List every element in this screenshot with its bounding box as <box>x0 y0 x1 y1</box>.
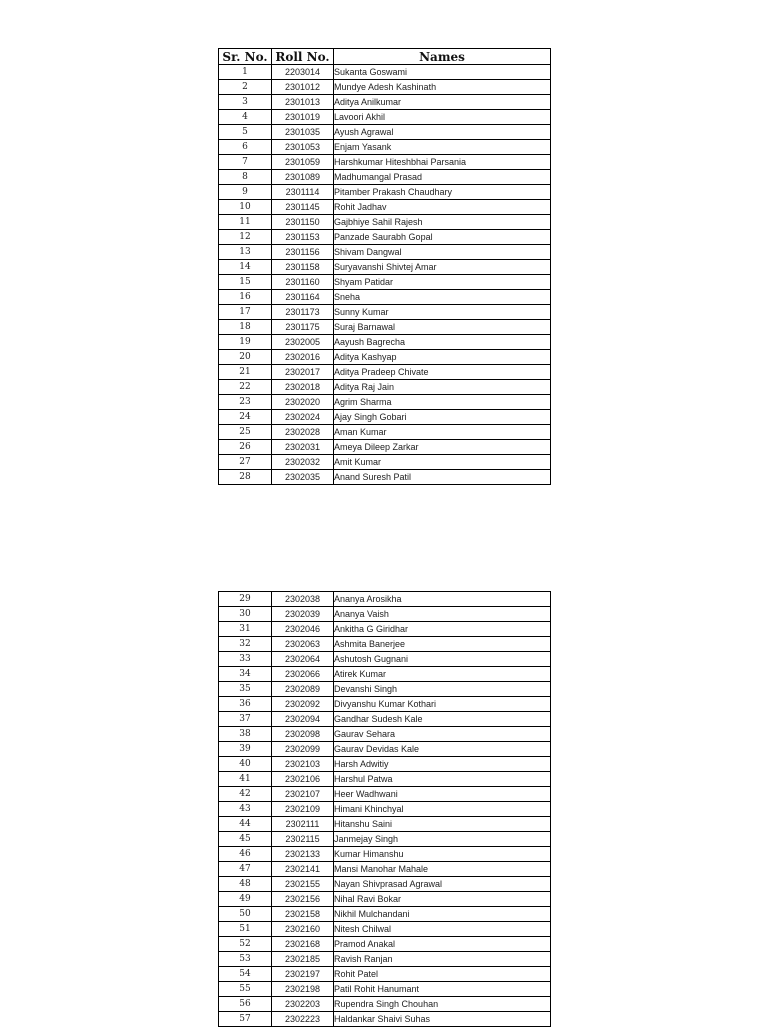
roll-no-header: Roll No. <box>272 49 334 65</box>
roll-no-cell: 2301019 <box>272 110 334 125</box>
roll-table-page-2 <box>218 591 551 1027</box>
sr-no-cell: 45 <box>219 832 272 847</box>
sr-no-cell: 56 <box>219 997 272 1012</box>
name-cell: Ankitha G Giridhar <box>334 622 551 637</box>
table-row <box>219 967 551 982</box>
table-row <box>219 772 551 787</box>
sr-no-cell: 22 <box>219 380 272 395</box>
table-row <box>219 652 551 667</box>
table-row <box>219 95 551 110</box>
table-row <box>219 155 551 170</box>
roll-no-cell: 2302099 <box>272 742 334 757</box>
table-row <box>219 185 551 200</box>
roll-no-cell: 2302039 <box>272 607 334 622</box>
table-row <box>219 757 551 772</box>
sr-no-cell: 48 <box>219 877 272 892</box>
name-cell: Mansi Manohar Mahale <box>334 862 551 877</box>
roll-no-cell: 2302185 <box>272 952 334 967</box>
sr-no-cell: 41 <box>219 772 272 787</box>
table-row <box>219 260 551 275</box>
sr-no-cell: 16 <box>219 290 272 305</box>
name-cell: Gaurav Devidas Kale <box>334 742 551 757</box>
table-row <box>219 637 551 652</box>
roll-no-cell: 2302094 <box>272 712 334 727</box>
table-row <box>219 215 551 230</box>
roll-no-cell: 2301173 <box>272 305 334 320</box>
name-cell: Kumar Himanshu <box>334 847 551 862</box>
roll-no-cell: 2302024 <box>272 410 334 425</box>
sr-no-cell: 54 <box>219 967 272 982</box>
table-row <box>219 847 551 862</box>
sr-no-cell: 37 <box>219 712 272 727</box>
sr-no-cell: 7 <box>219 155 272 170</box>
sr-no-cell: 4 <box>219 110 272 125</box>
table-row <box>219 607 551 622</box>
roll-no-cell: 2302064 <box>272 652 334 667</box>
table-body <box>219 65 551 485</box>
roll-no-cell: 2301164 <box>272 290 334 305</box>
table-row <box>219 1012 551 1027</box>
roll-no-cell: 2301160 <box>272 275 334 290</box>
sr-no-cell: 1 <box>219 65 272 80</box>
name-cell: Aditya Kashyap <box>334 350 551 365</box>
sr-no-cell: 19 <box>219 335 272 350</box>
name-cell: Madhumangal Prasad <box>334 170 551 185</box>
table-row <box>219 230 551 245</box>
roll-no-cell: 2302032 <box>272 455 334 470</box>
table-row <box>219 832 551 847</box>
roll-no-cell: 2302111 <box>272 817 334 832</box>
sr-no-cell: 12 <box>219 230 272 245</box>
table-row <box>219 470 551 485</box>
table-row <box>219 727 551 742</box>
table-row <box>219 592 551 607</box>
name-cell: Lavoori Akhil <box>334 110 551 125</box>
roll-no-cell: 2302066 <box>272 667 334 682</box>
sr-no-cell: 40 <box>219 757 272 772</box>
name-cell: Shyam Patidar <box>334 275 551 290</box>
name-cell: Pitamber Prakash Chaudhary <box>334 185 551 200</box>
table-row <box>219 997 551 1012</box>
sr-no-cell: 34 <box>219 667 272 682</box>
table-row <box>219 862 551 877</box>
sr-no-cell: 5 <box>219 125 272 140</box>
table-row <box>219 892 551 907</box>
table-row <box>219 245 551 260</box>
sr-no-cell: 46 <box>219 847 272 862</box>
name-cell: Harshul Patwa <box>334 772 551 787</box>
name-cell: Nihal Ravi Bokar <box>334 892 551 907</box>
roll-no-cell: 2302109 <box>272 802 334 817</box>
roll-no-cell: 2302115 <box>272 832 334 847</box>
table-row <box>219 667 551 682</box>
table-row <box>219 712 551 727</box>
sr-no-cell: 43 <box>219 802 272 817</box>
sr-no-cell: 3 <box>219 95 272 110</box>
roll-no-cell: 2301089 <box>272 170 334 185</box>
table-row <box>219 380 551 395</box>
table-row <box>219 290 551 305</box>
table-row <box>219 425 551 440</box>
name-cell: Nitesh Chilwal <box>334 922 551 937</box>
roll-no-cell: 2302098 <box>272 727 334 742</box>
sr-no-cell: 30 <box>219 607 272 622</box>
name-cell: Ashutosh Gugnani <box>334 652 551 667</box>
table-row <box>219 952 551 967</box>
roll-no-cell: 2302203 <box>272 997 334 1012</box>
name-cell: Patil Rohit Hanumant <box>334 982 551 997</box>
name-cell: Gaurav Sehara <box>334 727 551 742</box>
sr-no-header: Sr. No. <box>219 49 272 65</box>
sr-no-cell: 42 <box>219 787 272 802</box>
sr-no-cell: 8 <box>219 170 272 185</box>
sr-no-cell: 38 <box>219 727 272 742</box>
name-cell: Aayush Bagrecha <box>334 335 551 350</box>
sr-no-cell: 31 <box>219 622 272 637</box>
roll-no-cell: 2302106 <box>272 772 334 787</box>
sr-no-cell: 32 <box>219 637 272 652</box>
roll-no-cell: 2301156 <box>272 245 334 260</box>
table-row <box>219 125 551 140</box>
sr-no-cell: 53 <box>219 952 272 967</box>
roll-no-cell: 2302155 <box>272 877 334 892</box>
name-cell: Ameya Dileep Zarkar <box>334 440 551 455</box>
name-cell: Haldankar Shaivi Suhas <box>334 1012 551 1027</box>
roll-no-cell: 2302141 <box>272 862 334 877</box>
name-cell: Janmejay Singh <box>334 832 551 847</box>
table-row <box>219 877 551 892</box>
roll-no-cell: 2301053 <box>272 140 334 155</box>
roll-no-cell: 2302168 <box>272 937 334 952</box>
roll-no-cell: 2302028 <box>272 425 334 440</box>
roll-no-cell: 2302018 <box>272 380 334 395</box>
name-cell: Aman Kumar <box>334 425 551 440</box>
roll-no-cell: 2302063 <box>272 637 334 652</box>
name-cell: Devanshi Singh <box>334 682 551 697</box>
name-cell: Ashmita Banerjee <box>334 637 551 652</box>
roll-no-cell: 2302223 <box>272 1012 334 1027</box>
table-row <box>219 982 551 997</box>
name-cell: Shivam Dangwal <box>334 245 551 260</box>
table-row <box>219 275 551 290</box>
sr-no-cell: 15 <box>219 275 272 290</box>
roll-no-cell: 2301153 <box>272 230 334 245</box>
name-cell: Rohit Jadhav <box>334 200 551 215</box>
table-row <box>219 200 551 215</box>
roll-no-cell: 2302038 <box>272 592 334 607</box>
table-row <box>219 110 551 125</box>
sr-no-cell: 29 <box>219 592 272 607</box>
sr-no-cell: 52 <box>219 937 272 952</box>
sr-no-cell: 47 <box>219 862 272 877</box>
name-cell: Sneha <box>334 290 551 305</box>
sr-no-cell: 55 <box>219 982 272 997</box>
sr-no-cell: 14 <box>219 260 272 275</box>
table-row <box>219 697 551 712</box>
sr-no-cell: 26 <box>219 440 272 455</box>
table-row <box>219 65 551 80</box>
name-cell: Harshkumar Hiteshbhai Parsania <box>334 155 551 170</box>
name-cell: Panzade Saurabh Gopal <box>334 230 551 245</box>
sr-no-cell: 49 <box>219 892 272 907</box>
table-row <box>219 802 551 817</box>
roll-no-cell: 2302031 <box>272 440 334 455</box>
table-row <box>219 365 551 380</box>
sr-no-cell: 25 <box>219 425 272 440</box>
roll-no-cell: 2302017 <box>272 365 334 380</box>
roll-no-cell: 2302198 <box>272 982 334 997</box>
roll-no-cell: 2203014 <box>272 65 334 80</box>
name-cell: Amit Kumar <box>334 455 551 470</box>
name-cell: Aditya Anilkumar <box>334 95 551 110</box>
sr-no-cell: 6 <box>219 140 272 155</box>
table-row <box>219 410 551 425</box>
name-cell: Gajbhiye Sahil Rajesh <box>334 215 551 230</box>
table-row <box>219 320 551 335</box>
roll-no-cell: 2301035 <box>272 125 334 140</box>
sr-no-cell: 20 <box>219 350 272 365</box>
name-cell: Sunny Kumar <box>334 305 551 320</box>
name-cell: Suraj Barnawal <box>334 320 551 335</box>
table-header-row <box>219 49 551 65</box>
table-row <box>219 170 551 185</box>
sr-no-cell: 2 <box>219 80 272 95</box>
roll-no-cell: 2302035 <box>272 470 334 485</box>
name-cell: Anand Suresh Patil <box>334 470 551 485</box>
sr-no-cell: 27 <box>219 455 272 470</box>
sr-no-cell: 33 <box>219 652 272 667</box>
name-cell: Aditya Raj Jain <box>334 380 551 395</box>
name-cell: Mundye Adesh Kashinath <box>334 80 551 95</box>
roll-no-cell: 2301175 <box>272 320 334 335</box>
name-cell: Ajay Singh Gobari <box>334 410 551 425</box>
name-cell: Himani Khinchyal <box>334 802 551 817</box>
table-row <box>219 742 551 757</box>
sr-no-cell: 50 <box>219 907 272 922</box>
name-cell: Ananya Arosikha <box>334 592 551 607</box>
name-cell: Divyanshu Kumar Kothari <box>334 697 551 712</box>
sr-no-cell: 51 <box>219 922 272 937</box>
roll-no-cell: 2302133 <box>272 847 334 862</box>
table-row <box>219 937 551 952</box>
names-header: Names <box>334 49 551 65</box>
sr-no-cell: 13 <box>219 245 272 260</box>
sr-no-cell: 18 <box>219 320 272 335</box>
roll-no-cell: 2301150 <box>272 215 334 230</box>
name-cell: Sukanta Goswami <box>334 65 551 80</box>
table-row <box>219 922 551 937</box>
roll-no-cell: 2302020 <box>272 395 334 410</box>
name-cell: Suryavanshi Shivtej Amar <box>334 260 551 275</box>
roll-no-cell: 2301012 <box>272 80 334 95</box>
roll-no-cell: 2301158 <box>272 260 334 275</box>
table-row <box>219 682 551 697</box>
name-cell: Atirek Kumar <box>334 667 551 682</box>
sr-no-cell: 9 <box>219 185 272 200</box>
roll-no-cell: 2302107 <box>272 787 334 802</box>
roll-no-cell: 2302160 <box>272 922 334 937</box>
roll-no-cell: 2302156 <box>272 892 334 907</box>
sr-no-cell: 24 <box>219 410 272 425</box>
table-row <box>219 80 551 95</box>
sr-no-cell: 39 <box>219 742 272 757</box>
table-row <box>219 305 551 320</box>
table-row <box>219 395 551 410</box>
sr-no-cell: 11 <box>219 215 272 230</box>
roll-no-cell: 2301114 <box>272 185 334 200</box>
sr-no-cell: 21 <box>219 365 272 380</box>
sr-no-cell: 44 <box>219 817 272 832</box>
name-cell: Rupendra Singh Chouhan <box>334 997 551 1012</box>
roll-no-cell: 2301059 <box>272 155 334 170</box>
roll-no-cell: 2302089 <box>272 682 334 697</box>
roll-no-cell: 2302092 <box>272 697 334 712</box>
roll-no-cell: 2302103 <box>272 757 334 772</box>
table-row <box>219 907 551 922</box>
roll-no-cell: 2302016 <box>272 350 334 365</box>
name-cell: Rohit Patel <box>334 967 551 982</box>
roll-no-cell: 2301145 <box>272 200 334 215</box>
name-cell: Heer Wadhwani <box>334 787 551 802</box>
name-cell: Hitanshu Saini <box>334 817 551 832</box>
table-row <box>219 817 551 832</box>
table-row <box>219 335 551 350</box>
sr-no-cell: 57 <box>219 1012 272 1027</box>
table-row <box>219 440 551 455</box>
name-cell: Enjam Yasank <box>334 140 551 155</box>
name-cell: Ananya Vaish <box>334 607 551 622</box>
sr-no-cell: 10 <box>219 200 272 215</box>
name-cell: Pramod Anakal <box>334 937 551 952</box>
roll-no-cell: 2302158 <box>272 907 334 922</box>
table-row <box>219 455 551 470</box>
table-row <box>219 350 551 365</box>
name-cell: Nayan Shivprasad Agrawal <box>334 877 551 892</box>
table-body <box>219 592 551 1027</box>
table-row <box>219 787 551 802</box>
name-cell: Ravish Ranjan <box>334 952 551 967</box>
table-row <box>219 140 551 155</box>
roll-no-cell: 2302005 <box>272 335 334 350</box>
name-cell: Harsh Adwitiy <box>334 757 551 772</box>
sr-no-cell: 17 <box>219 305 272 320</box>
roll-table-page-1 <box>218 48 551 485</box>
name-cell: Ayush Agrawal <box>334 125 551 140</box>
sr-no-cell: 23 <box>219 395 272 410</box>
sr-no-cell: 28 <box>219 470 272 485</box>
name-cell: Nikhil Mulchandani <box>334 907 551 922</box>
name-cell: Gandhar Sudesh Kale <box>334 712 551 727</box>
name-cell: Agrim Sharma <box>334 395 551 410</box>
sr-no-cell: 36 <box>219 697 272 712</box>
table-row <box>219 622 551 637</box>
roll-no-cell: 2302046 <box>272 622 334 637</box>
roll-no-cell: 2301013 <box>272 95 334 110</box>
sr-no-cell: 35 <box>219 682 272 697</box>
name-cell: Aditya Pradeep Chivate <box>334 365 551 380</box>
roll-no-cell: 2302197 <box>272 967 334 982</box>
